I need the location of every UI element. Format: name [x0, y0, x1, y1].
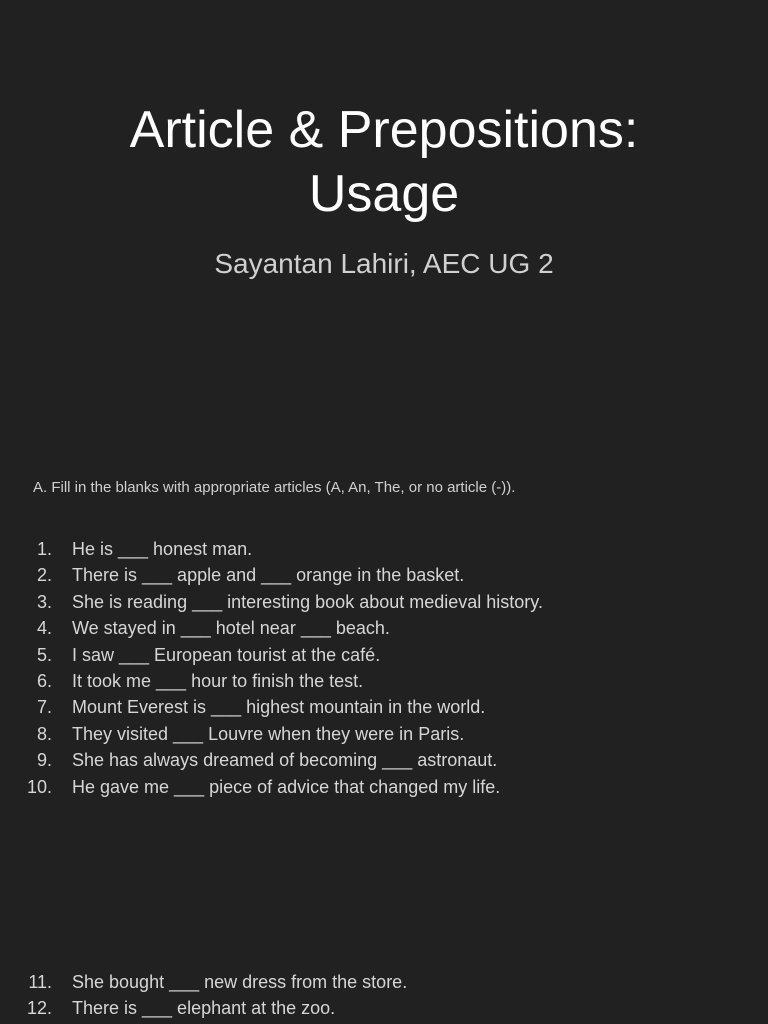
question-number: 1.: [36, 539, 52, 559]
question-text: He is ___ honest man.: [72, 539, 253, 559]
question-number: 2.: [36, 565, 52, 586]
title-line-2: Usage: [308, 165, 460, 223]
question-number: 7.: [36, 697, 52, 718]
question-number: 3.: [36, 591, 52, 612]
exercise-instruction: A. Fill in the blanks with appropriate articles (A, An, The, or no article (-)).: [33, 479, 516, 496]
question-number: 11.: [28, 972, 52, 992]
question-number: 8.: [36, 723, 52, 744]
page-title: [0, 98, 768, 226]
author-subtitle: Sayantan Lahiri, AEC UG 2: [214, 248, 554, 279]
question-text: There is ___ apple and ___ orange in the basket.: [72, 565, 465, 586]
question-text: Mount Everest is ___ highest mountain in the world.: [72, 697, 486, 718]
question-text: I saw ___ European tourist at the café.: [72, 644, 381, 665]
question-text: There is ___ elephant at the zoo.: [72, 998, 336, 1019]
question-number: 9.: [36, 750, 52, 771]
question-text: It took me ___ hour to finish the test.: [72, 670, 364, 691]
question-text: She is reading ___ interesting book about medieval history.: [72, 591, 543, 612]
question-text: We stayed in ___ hotel near ___ beach.: [72, 618, 390, 639]
question-number: 12.: [26, 998, 52, 1019]
question-text: She has always dreamed of becoming ___ astronaut.: [72, 750, 498, 771]
title-line-1: Article & Prepositions:: [129, 101, 639, 159]
question-number: 10.: [26, 776, 52, 797]
question-text: He gave me ___ piece of advice that changed my life.: [72, 776, 501, 797]
question-number: 6.: [36, 670, 52, 691]
question-text: They visited ___ Louvre when they were in Paris.: [72, 723, 465, 744]
question-number: 5.: [36, 644, 52, 665]
question-number: 4.: [36, 618, 52, 639]
question-text: She bought ___ new dress from the store.: [72, 972, 408, 992]
